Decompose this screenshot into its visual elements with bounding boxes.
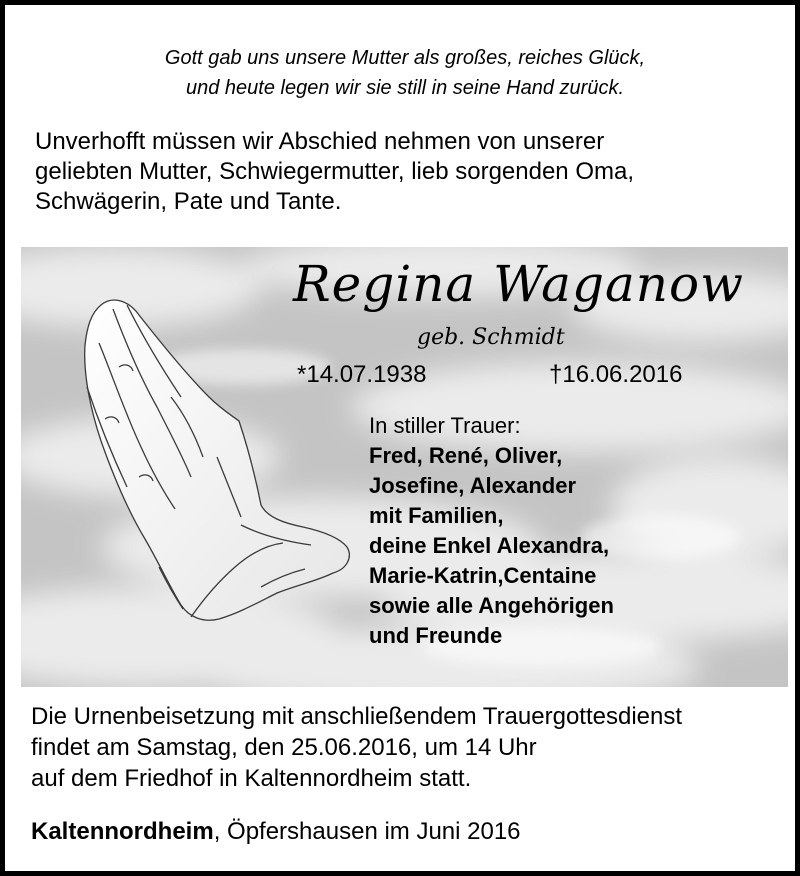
memorial-image [21,247,788,687]
verse [25,43,785,103]
intro-text [35,127,785,217]
death-date: †16.06.2016 [549,361,683,388]
mourner-line: Josefine, Alexander [369,473,577,498]
signoff [31,817,521,847]
intro-line-1: Unverhofft müssen wir Abschied nehmen von unserer [35,128,605,155]
signoff-place: Kaltennordheim [31,818,214,845]
verse-line-2: und heute legen wir sie still in seine Hand zurück. [185,77,625,99]
birth-date: *14.07.1938 [297,361,427,388]
signoff-rest: , Öpfershausen im Juni 2016 [213,818,521,845]
ceremony-line-1: Die Urnenbeisetzung mit anschließendem Trauergottesdienst [31,703,683,730]
ceremony-line-3: auf dem Friedhof in Kaltennordheim statt. [31,765,472,792]
mourner-line: sowie alle Angehörigen [369,593,614,618]
ceremony-info [31,701,791,794]
mourner-line: deine Enkel Alexandra, [369,533,610,558]
mourner-line: mit Familien, [369,503,504,528]
deceased-name: Regina Waganow [293,255,744,313]
intro-line-2: geliebten Mutter, Schwiegermutter, lieb sorgenden Oma, [35,158,634,185]
mourners-list [369,411,769,651]
mourner-line: und Freunde [369,623,503,648]
ceremony-line-2: findet am Samstag, den 25.06.2016, um 14 Uhr [31,734,537,761]
mourners-lead: In stiller Trauer: [369,413,521,438]
intro-line-3: Schwägerin, Pate und Tante. [35,188,342,215]
mourner-line: Marie-Katrin,Centaine [369,563,597,588]
maiden-name: geb. Schmidt [417,325,565,350]
mourner-line: Fred, René, Oliver, [369,443,563,468]
verse-line-1: Gott gab uns unsere Mutter als großes, reiches Glück, [164,47,646,69]
